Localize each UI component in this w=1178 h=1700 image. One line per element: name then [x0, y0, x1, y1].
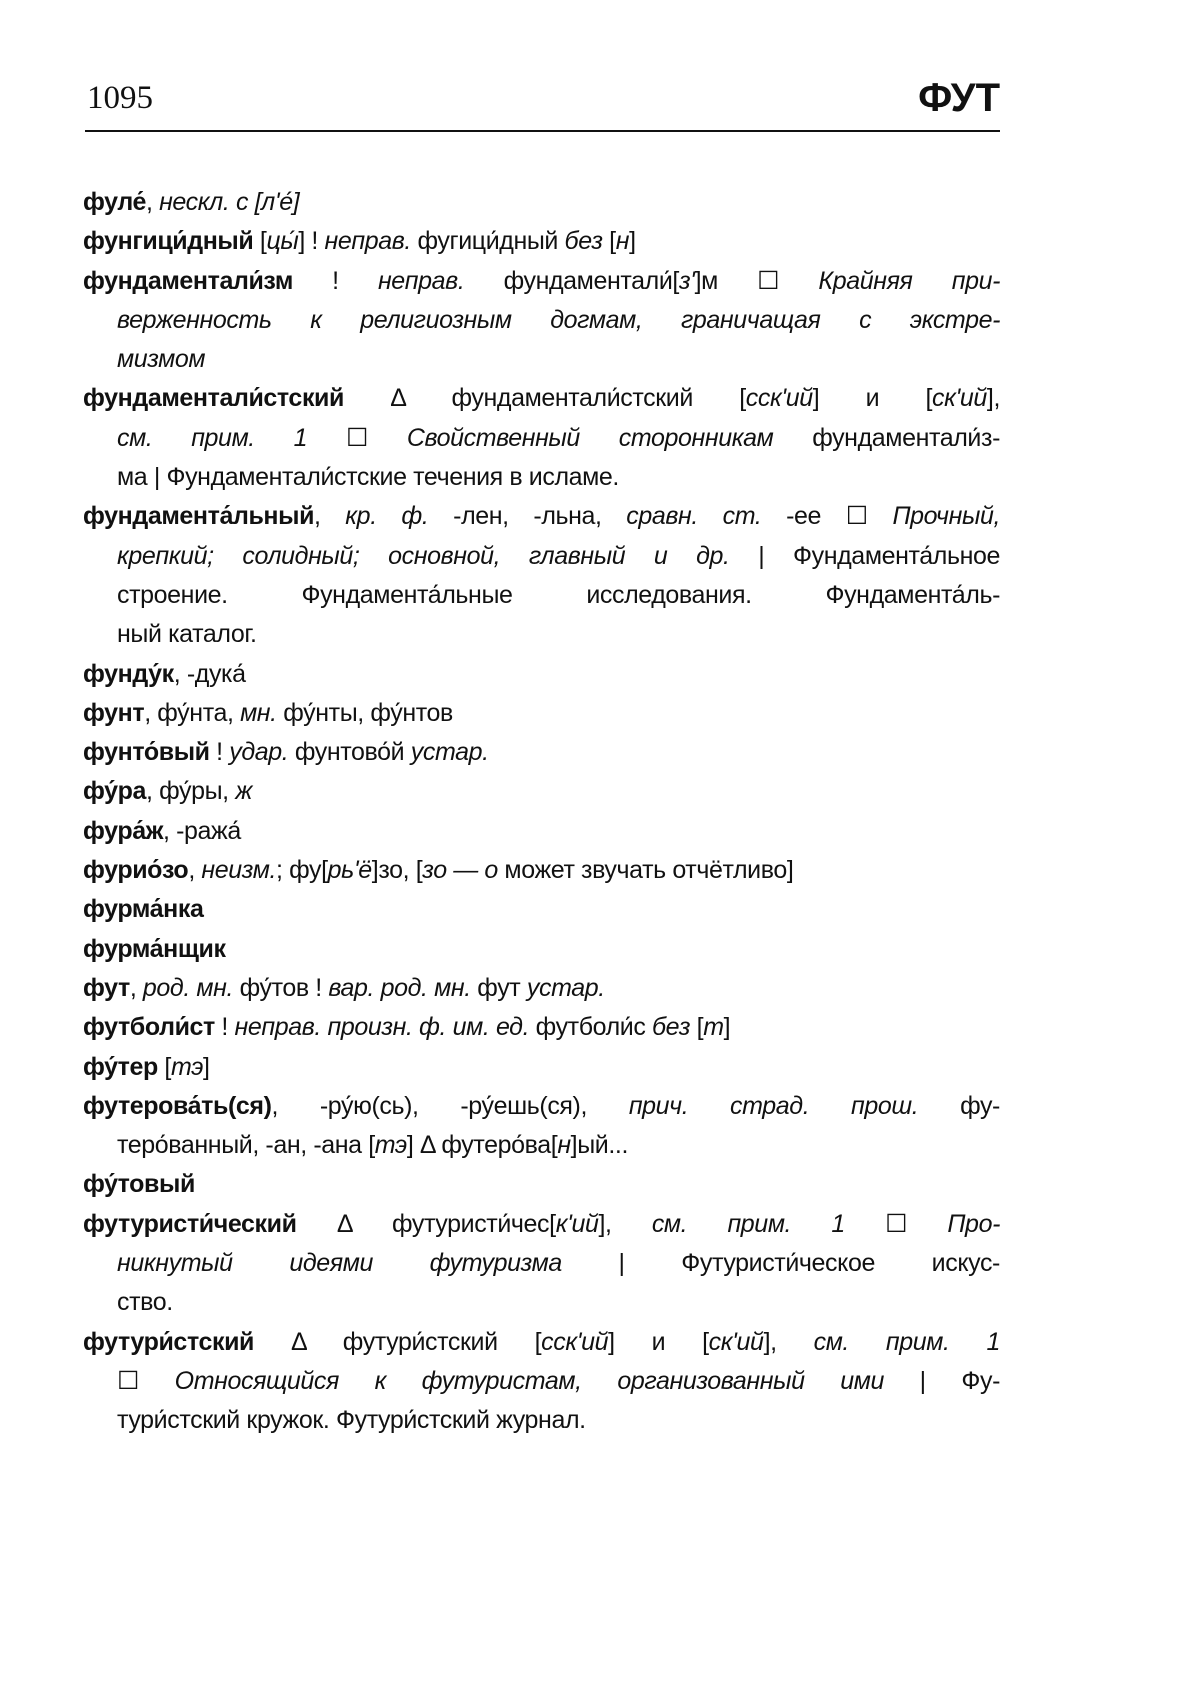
dictionary-entry — [83, 1165, 1000, 1204]
entry-line — [83, 851, 1000, 890]
dictionary-entries — [83, 183, 1000, 1441]
entry-line — [83, 812, 1000, 851]
entry-text: фу́тов ! — [233, 973, 329, 1002]
dictionary-entry — [83, 733, 1000, 772]
entry-line — [83, 1165, 1000, 1204]
headword: фуле́ — [83, 188, 146, 216]
dictionary-entry — [83, 262, 1000, 380]
entry-text: ]зо, [ — [371, 856, 423, 885]
entry-text: фунтово́й — [288, 738, 411, 767]
italic-note: крепкий; солидный; основной, главный и др. — [117, 541, 730, 570]
entry-line — [83, 1126, 1000, 1165]
entry-text: [ — [157, 1052, 171, 1081]
entry-text: Δ футури́стский [ — [254, 1327, 542, 1356]
headword: фурма́нщик — [83, 934, 226, 963]
headword: фура́ж — [83, 816, 164, 845]
entry-text: фундаментали́[ — [464, 266, 679, 295]
headword: футуристи́ческий — [83, 1209, 297, 1238]
italic-note: к'ий — [555, 1209, 599, 1238]
entry-text: ]м ☐ — [694, 266, 819, 295]
italic-note: т — [703, 1013, 724, 1042]
entry-text: , — [145, 188, 160, 216]
entry-line — [83, 183, 1000, 222]
entry-text: | Футуристи́ческое искус- — [561, 1249, 1000, 1278]
italic-note: зо — о — [422, 856, 498, 885]
entry-line — [83, 615, 1000, 654]
dictionary-entry — [83, 1205, 1000, 1323]
headword: фурио́зо — [83, 856, 189, 885]
entry-text: -ее ☐ — [761, 502, 893, 531]
italic-note: см. прим. 1 — [651, 1209, 845, 1238]
italic-note: удар. — [229, 738, 289, 767]
italic-note: мн. — [240, 698, 277, 727]
dictionary-entry — [83, 969, 1000, 1008]
dictionary-entry — [83, 1008, 1000, 1047]
entry-text: [ — [253, 227, 267, 256]
entry-text: ; фу[ — [276, 856, 328, 885]
dictionary-entry — [83, 851, 1000, 890]
entry-text: ] ! — [298, 227, 325, 256]
entry-line — [83, 772, 1000, 811]
italic-note: ж — [235, 777, 253, 806]
entry-line — [83, 576, 1000, 615]
entry-text: теро́ванный, -ан, -ана [ — [117, 1131, 375, 1160]
headword: футерова́ть(ся) — [83, 1091, 272, 1120]
entry-line — [83, 340, 1000, 379]
entry-text: футболи́с — [529, 1013, 652, 1042]
entry-line — [83, 419, 1000, 458]
headword: фут — [83, 973, 130, 1002]
entry-text: ☐ — [117, 1366, 175, 1395]
entry-text: [ — [690, 1013, 704, 1042]
dictionary-entry — [83, 183, 1000, 222]
headword: фунто́вый — [83, 738, 210, 767]
headword: фу́товый — [83, 1170, 195, 1199]
entry-text: фундаментали́з- — [773, 423, 1000, 452]
italic-note: верженность к религиозным догмам, граничащая с экстре- — [117, 305, 1000, 334]
italic-note: без — [652, 1013, 691, 1042]
entry-text: Δ фундаментали́стский [ — [344, 384, 746, 413]
entry-text: ], — [763, 1327, 814, 1356]
entry-line — [83, 1283, 1000, 1322]
entry-text: фугици́дный — [410, 227, 565, 256]
dictionary-entry — [83, 930, 1000, 969]
italic-note: Крайняя при- — [818, 266, 1001, 295]
headword: футболи́ст — [83, 1013, 215, 1042]
entry-text: ] — [203, 1052, 210, 1081]
entry-text: | Фундамента́льное — [729, 541, 1001, 570]
headword: фу́ра — [83, 777, 147, 806]
entry-text: строение. Фундамента́льные исследования. Фундамента́ль- — [117, 580, 1000, 609]
entry-line — [83, 969, 1000, 1008]
header-rule — [85, 130, 1000, 132]
entry-text: , — [129, 973, 143, 1002]
italic-note: нескл. с [л'е́] — [159, 188, 300, 216]
entry-text: , — [314, 502, 346, 531]
italic-note: устар. — [526, 973, 605, 1002]
guide-word: ФУТ — [918, 76, 1000, 120]
italic-note: сравн. ст. — [626, 502, 762, 531]
italic-note: вар. род. мн. — [328, 973, 471, 1002]
italic-note: Свойственный сторонникам — [406, 423, 774, 452]
italic-note: неправ. — [324, 227, 411, 256]
dictionary-entry — [83, 1323, 1000, 1441]
entry-text: , — [188, 856, 202, 885]
entry-text: ] — [629, 227, 636, 256]
italic-note: кр. ф. — [345, 502, 429, 531]
italic-note: прич. страд. прош. — [628, 1091, 919, 1120]
italic-note: сск'ий — [745, 384, 813, 413]
italic-note: никнутый идеями футуризма — [117, 1249, 562, 1278]
dictionary-entry — [83, 1048, 1000, 1087]
headword: футури́стский — [83, 1327, 255, 1356]
italic-note: ск'ий — [932, 384, 987, 413]
headword: фунду́к — [83, 659, 174, 688]
italic-note: тэ — [170, 1052, 204, 1081]
entry-line — [83, 1087, 1000, 1126]
dictionary-entry — [83, 379, 1000, 497]
entry-text: , -ру́ю(сь), -ру́ешь(ся), — [271, 1091, 629, 1120]
entry-text: ]ый... — [570, 1131, 628, 1160]
dictionary-entry — [83, 694, 1000, 733]
entry-text: ! — [209, 738, 230, 767]
entry-text: , фу́ры, — [146, 777, 236, 806]
italic-note: Про- — [947, 1209, 1000, 1238]
entry-line — [83, 1323, 1000, 1362]
entry-line — [83, 694, 1000, 733]
entry-line — [83, 1205, 1000, 1244]
dictionary-entry — [83, 222, 1000, 261]
entry-line — [83, 458, 1000, 497]
entry-line — [83, 930, 1000, 969]
italic-note: неправ. произн. ф. им. ед. — [234, 1013, 530, 1042]
dictionary-entry — [83, 812, 1000, 851]
entry-text: Δ футуристи́чес[ — [296, 1209, 556, 1238]
dictionary-entry — [83, 1087, 1000, 1166]
entry-text: ], — [986, 384, 1000, 413]
entry-text: может звучать отчётливо] — [497, 856, 794, 885]
italic-note: сск'ий — [541, 1327, 609, 1356]
headword: фу́тер — [83, 1052, 158, 1081]
entry-line — [83, 301, 1000, 340]
entry-line — [83, 379, 1000, 418]
entry-text: [ — [602, 227, 616, 256]
headword: фундаментали́зм — [83, 266, 293, 295]
italic-note: цы́ — [266, 227, 299, 256]
entry-text: -лен, -льна, — [428, 502, 627, 531]
italic-note: н — [615, 227, 630, 256]
italic-note: без — [564, 227, 603, 256]
entry-line — [83, 497, 1000, 536]
entry-text: ма | Фундаментали́стские течения в исламе. — [117, 463, 619, 492]
entry-line — [83, 1048, 1000, 1087]
entry-line — [83, 1362, 1000, 1401]
italic-note: устар. — [410, 738, 489, 767]
entry-text: ! — [214, 1013, 235, 1042]
entry-line — [83, 222, 1000, 261]
headword: фундамента́льный — [83, 502, 315, 531]
entry-text: фу́нты, фу́нтов — [276, 698, 453, 727]
entry-text: ство. — [117, 1288, 173, 1317]
headword: фунт — [83, 698, 145, 727]
italic-note: н — [557, 1131, 571, 1160]
headword: фунгици́дный — [83, 227, 254, 256]
entry-text: , -дука́ — [173, 659, 246, 688]
italic-note: з' — [678, 266, 695, 295]
entry-text: ] и [ — [812, 384, 933, 413]
italic-note: тэ — [374, 1131, 407, 1160]
italic-note: Относящийся к футуристам, организованный ими — [174, 1366, 885, 1395]
entry-line — [83, 1401, 1000, 1440]
entry-line — [83, 262, 1000, 301]
entry-text: ☐ — [844, 1209, 948, 1238]
entry-text: ! — [292, 266, 378, 295]
italic-note: см. прим. 1 — [813, 1327, 1001, 1356]
italic-note: неправ. — [377, 266, 465, 295]
entry-text: тури́стский кружок. Футури́стский журнал. — [117, 1406, 586, 1435]
entry-text: ], — [598, 1209, 652, 1238]
entry-line — [83, 890, 1000, 929]
italic-note: мизмом — [117, 345, 206, 374]
italic-note: род. мн. — [142, 973, 234, 1002]
italic-note: ск'ий — [708, 1327, 764, 1356]
entry-text: , фу́нта, — [144, 698, 241, 727]
dictionary-entry — [83, 890, 1000, 929]
entry-line — [83, 537, 1000, 576]
dictionary-entry — [83, 772, 1000, 811]
entry-line — [83, 733, 1000, 772]
entry-text: фут — [470, 973, 527, 1002]
dictionary-entry — [83, 497, 1000, 654]
italic-note: неизм. — [201, 856, 276, 885]
entry-text: ] и [ — [608, 1327, 709, 1356]
entry-text: ] Δ футеро́ва[ — [406, 1131, 558, 1160]
entry-text: ный каталог. — [117, 620, 257, 649]
italic-note: рь'ё — [327, 856, 372, 885]
entry-text: , -ража́ — [163, 816, 241, 845]
entry-text: фу- — [918, 1091, 1000, 1120]
entry-line — [83, 655, 1000, 694]
entry-text: ] — [723, 1013, 731, 1042]
italic-note: Прочный, — [892, 502, 1000, 531]
dictionary-entry — [83, 655, 1000, 694]
headword: фурма́нка — [83, 895, 204, 924]
entry-text: ☐ — [307, 423, 407, 452]
entry-line — [83, 1244, 1000, 1283]
headword: фундаментали́стский — [83, 384, 344, 413]
page-number: 1095 — [87, 80, 153, 116]
italic-note: см. прим. 1 — [117, 423, 308, 452]
entry-line — [83, 1008, 1000, 1047]
entry-text: | Фу- — [884, 1366, 1001, 1395]
